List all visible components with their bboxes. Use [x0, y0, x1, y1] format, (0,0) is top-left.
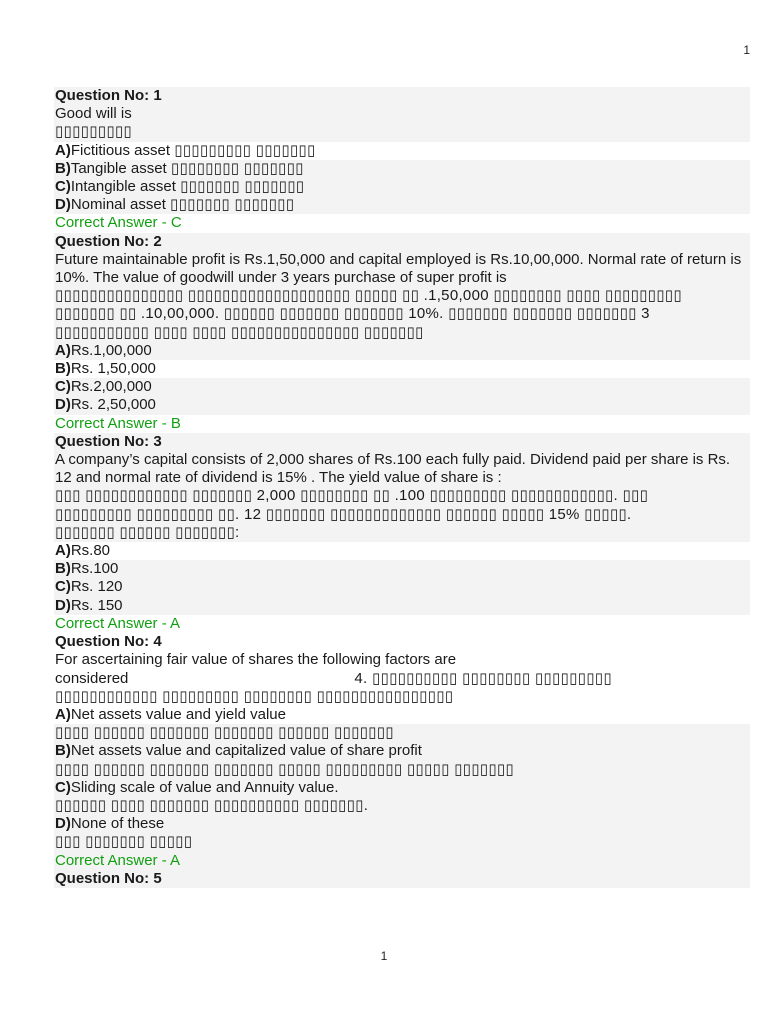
- question-4-heading: Question No: 4: [55, 633, 162, 651]
- question-1-text-ml: ▯▯▯▯▯▯▯▯▯: [55, 123, 132, 141]
- question-4-text-line2: [54, 670, 750, 688]
- question-4-option-a-ml: ▯▯▯▯ ▯▯▯▯▯▯ ▯▯▯▯▯▯▯ ▯▯▯▯▯▯▯ ▯▯▯▯▯▯ ▯▯▯▯▯▯▯: [55, 724, 394, 742]
- option-letter: B): [55, 560, 71, 578]
- question-3-block: [54, 433, 750, 542]
- option-letter: C): [55, 578, 71, 596]
- option-text: Tangible asset: [70, 159, 167, 177]
- option-text: Rs. 120: [70, 578, 123, 596]
- question-2-option-a: [54, 342, 750, 360]
- question-3-text-ml-line3: ▯▯▯▯▯▯▯ ▯▯▯▯▯▯ ▯▯▯▯▯▯▯:: [55, 523, 240, 541]
- option-text: Nominal asset: [70, 196, 166, 214]
- question-2-text-ml-line3: ▯▯▯▯▯▯▯▯▯▯▯ ▯▯▯▯ ▯▯▯▯ ▯▯▯▯▯▯▯▯▯▯▯▯▯▯▯ ▯▯▯▯▯▯▯: [55, 323, 424, 341]
- option-letter: A): [55, 705, 71, 723]
- question-3-option-d: [54, 597, 750, 615]
- question-4-text-ml-inline: 4. ▯▯▯▯▯▯▯▯▯▯ ▯▯▯▯▯▯▯▯ ▯▯▯▯▯▯▯▯▯: [354, 669, 612, 687]
- question-4-options-block: [54, 724, 750, 888]
- question-1-option-b: [54, 160, 750, 178]
- question-1-option-a: [54, 142, 750, 160]
- option-text-ml: ▯▯▯▯▯▯▯▯ ▯▯▯▯▯▯▯: [170, 159, 304, 177]
- question-3-text-ml-line2: ▯▯▯▯▯▯▯▯▯ ▯▯▯▯▯▯▯▯▯ ▯▯. 12 ▯▯▯▯▯▯▯ ▯▯▯▯▯▯▯▯▯▯▯▯▯ ▯▯▯▯▯▯ ▯▯▯▯▯ 15% ▯▯▯▯▯.: [55, 505, 632, 523]
- question-2-option-c: [54, 378, 750, 396]
- question-4-correct-answer: Correct Answer - A: [55, 851, 181, 869]
- question-3-option-c: [54, 578, 750, 596]
- question-2-option-d: [54, 396, 750, 414]
- question-1-option-c: [54, 178, 750, 196]
- question-1-correct-answer: Correct Answer - C: [55, 214, 182, 232]
- question-1-option-d: [54, 196, 750, 214]
- question-4-option-c-ml: ▯▯▯▯▯▯ ▯▯▯▯ ▯▯▯▯▯▯▯ ▯▯▯▯▯▯▯▯▯▯ ▯▯▯▯▯▯▯.: [55, 796, 369, 814]
- question-2-heading: Question No: 2: [55, 232, 162, 250]
- page-number-bottom: 1: [380, 949, 388, 963]
- question-4-option-a: [54, 706, 750, 724]
- option-letter: D): [55, 396, 71, 414]
- question-4-option-b-ml: ▯▯▯▯ ▯▯▯▯▯▯ ▯▯▯▯▯▯▯ ▯▯▯▯▯▯▯ ▯▯▯▯▯ ▯▯▯▯▯▯▯▯▯ ▯▯▯▯▯ ▯▯▯▯▯▯▯: [55, 760, 514, 778]
- option-text: None of these: [70, 815, 165, 833]
- question-4-option-c: [54, 779, 750, 797]
- question-2-text-ml-line1: ▯▯▯▯▯▯▯▯▯▯▯▯▯▯▯ ▯▯▯▯▯▯▯▯▯▯▯▯▯▯▯▯▯▯▯ ▯▯▯▯▯ ▯▯ .1,50,000 ▯▯▯▯▯▯▯▯ ▯▯▯▯ ▯▯▯▯▯▯▯▯▯: [55, 287, 682, 305]
- option-text: Sliding scale of value and Annuity value.: [70, 778, 339, 796]
- question-4-option-d: [54, 815, 750, 833]
- question-1-heading: Question No: 1: [55, 87, 162, 104]
- question-3-text-ml-line1: ▯▯▯ ▯▯▯▯▯▯▯▯▯▯▯▯ ▯▯▯▯▯▯▯ 2,000 ▯▯▯▯▯▯▯▯ ▯▯ .100 ▯▯▯▯▯▯▯▯▯ ▯▯▯▯▯▯▯▯▯▯▯▯. ▯▯▯: [55, 487, 649, 505]
- question-1-options-bcd: [54, 160, 750, 215]
- question-3-text: A company’s capital consists of 2,000 shares of Rs.100 each fully paid. Dividend paid per share is Rs. 12 and normal rate of dividend is 15% . The yield value of share is :: [55, 451, 731, 487]
- option-letter: B): [55, 360, 71, 378]
- page-number-top: 1: [743, 43, 750, 57]
- option-text: Rs.80: [70, 542, 111, 560]
- option-letter: B): [55, 742, 71, 760]
- question-1-block: [54, 87, 750, 142]
- question-3-correct-answer: Correct Answer - A: [55, 614, 181, 632]
- option-text: Intangible asset: [70, 178, 176, 196]
- option-text: Rs. 150: [70, 596, 123, 614]
- option-letter: D): [55, 596, 71, 614]
- question-4-text-line1: For ascertaining fair value of shares the following factors are: [55, 651, 457, 669]
- option-letter: C): [55, 778, 71, 796]
- option-text-ml: ▯▯▯▯▯▯▯ ▯▯▯▯▯▯▯: [170, 196, 295, 214]
- option-letter: D): [55, 196, 71, 214]
- option-text: Net assets value and yield value: [70, 705, 286, 723]
- option-letter: B): [55, 159, 71, 177]
- option-letter: D): [55, 815, 71, 833]
- question-4-option-b: [54, 742, 750, 760]
- option-text: Rs. 2,50,000: [70, 396, 156, 414]
- question-5-heading: Question No: 5: [55, 869, 162, 887]
- option-text: Rs.1,00,000: [70, 341, 152, 359]
- question-2-block: [54, 233, 750, 360]
- question-1-text: Good will is: [55, 105, 132, 123]
- option-letter: A): [55, 542, 71, 560]
- option-text: Net assets value and capitalized value of share profit: [70, 742, 422, 760]
- option-text: Rs.100: [70, 560, 119, 578]
- option-letter: A): [55, 341, 71, 359]
- question-2-option-b: [54, 360, 750, 378]
- option-text: Rs.2,00,000: [70, 378, 152, 396]
- question-2-correct-answer: Correct Answer - B: [55, 414, 181, 432]
- question-4-text-ml-line2: ▯▯▯▯▯▯▯▯▯▯▯▯ ▯▯▯▯▯▯▯▯▯ ▯▯▯▯▯▯▯▯ ▯▯▯▯▯▯▯▯▯▯▯▯▯▯▯▯: [55, 687, 454, 705]
- option-letter: A): [55, 141, 71, 159]
- question-2-text: Future maintainable profit is Rs.1,50,000 and capital employed is Rs.10,00,000. Normal rate of return is 10%. The value of goodwill under 3 years purchase of super profit is: [55, 250, 742, 287]
- option-text-ml: ▯▯▯▯▯▯▯▯▯ ▯▯▯▯▯▯▯: [174, 141, 316, 159]
- option-text-ml: ▯▯▯▯▯▯▯ ▯▯▯▯▯▯▯: [180, 178, 305, 196]
- option-text: Rs. 1,50,000: [70, 360, 156, 378]
- question-3-options-bcd: [54, 560, 750, 615]
- question-2-options-cd: [54, 378, 750, 414]
- question-3-option-a: [54, 542, 750, 560]
- question-4-option-d-ml: ▯▯▯ ▯▯▯▯▯▯▯ ▯▯▯▯▯: [55, 833, 193, 851]
- question-2-text-ml-line2: ▯▯▯▯▯▯▯ ▯▯ .10,00,000. ▯▯▯▯▯▯ ▯▯▯▯▯▯▯ ▯▯▯▯▯▯▯ 10%. ▯▯▯▯▯▯▯ ▯▯▯▯▯▯▯ ▯▯▯▯▯▯▯ 3: [55, 305, 650, 323]
- question-list: [54, 87, 750, 888]
- option-letter: C): [55, 178, 71, 196]
- question-4-text-en: considered: [55, 669, 129, 687]
- question-3-heading: Question No: 3: [55, 432, 162, 450]
- option-text: Fictitious asset: [70, 141, 171, 159]
- question-3-option-b: [54, 560, 750, 578]
- option-letter: C): [55, 378, 71, 396]
